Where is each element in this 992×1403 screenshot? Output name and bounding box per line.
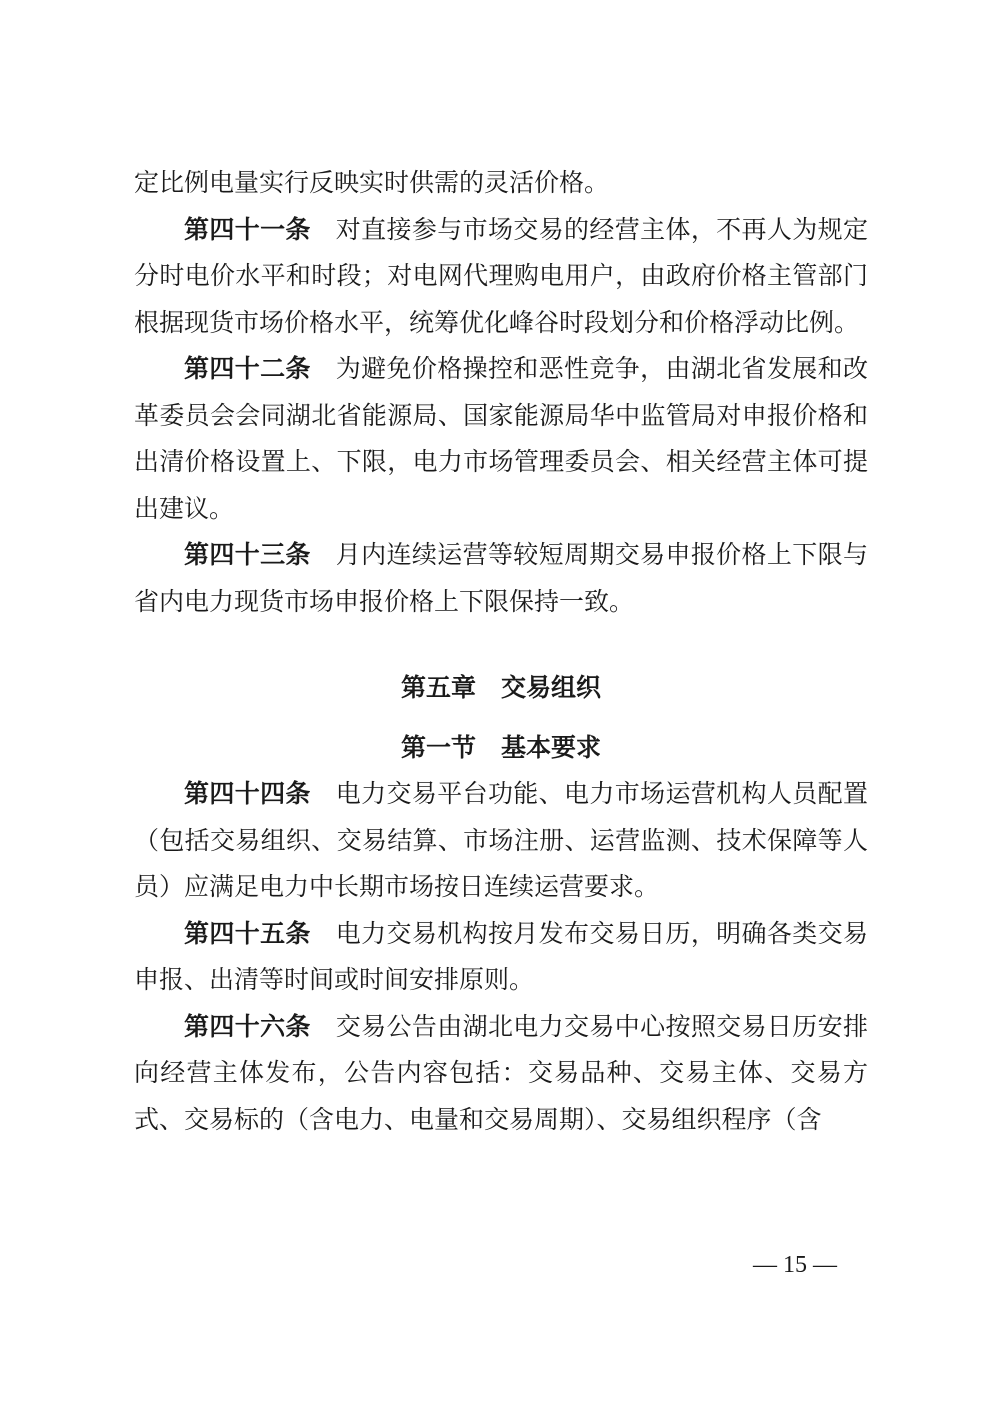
page-number: — 15 —: [753, 1252, 837, 1278]
article-45: [134, 911, 868, 1004]
article-44: [134, 771, 868, 911]
article-text: 为避免价格操控和恶性竞争，由湖北省发展和改革委员会会同湖北省能源局、国家能源局华中监管局对申报价格和出清价格设置上、下限，电力市场管理委员会、相关经营主体可提出建议。: [134, 354, 868, 523]
article-title: 第四十二条: [184, 354, 311, 383]
article-43: [134, 532, 868, 625]
article-title: 第四十五条: [184, 918, 311, 948]
article-46: [134, 1004, 868, 1144]
article-41: [134, 207, 868, 347]
article-title: 第四十四条: [184, 779, 311, 808]
article-text: 对直接参与市场交易的经营主体，不再人为规定分时电价水平和时段；对电网代理购电用户，由政府价格主管部门根据现货市场价格水平，统筹优化峰谷时段划分和价格浮动比例。: [134, 214, 868, 337]
paragraph-text: 定比例电量实行反映实时供需的灵活价格。: [134, 168, 610, 197]
article-text: 月内连续运营等较短周期交易申报价格上下限与省内电力现货市场申报价格上下限保持一致。: [134, 540, 868, 616]
article-title: 第四十三条: [184, 540, 311, 569]
article-title: 第四十一条: [184, 214, 311, 244]
section-heading: 第一节 基本要求: [400, 733, 601, 762]
article-text: 电力交易机构按月发布交易日历，明确各类交易申报、出清等时间或时间安排原则。: [134, 918, 868, 994]
article-42: [134, 346, 868, 532]
article-title: 第四十六条: [184, 1011, 311, 1041]
article-text: 交易公告由湖北电力交易中心按照交易日历安排向经营主体发布，公告内容包括：交易品种、交易主体、交易方式、交易标的（含电力、电量和交易周期）、交易组织程序（含: [134, 1011, 868, 1134]
article-text: 电力交易平台功能、电力市场运营机构人员配置（包括交易组织、交易结算、市场注册、运营监测、技术保障等人员）应满足电力中长期市场按日连续运营要求。: [134, 779, 868, 901]
body-text: [134, 160, 868, 1143]
chapter-heading: 第五章 交易组织: [400, 673, 601, 702]
continued-paragraph: [134, 160, 868, 207]
